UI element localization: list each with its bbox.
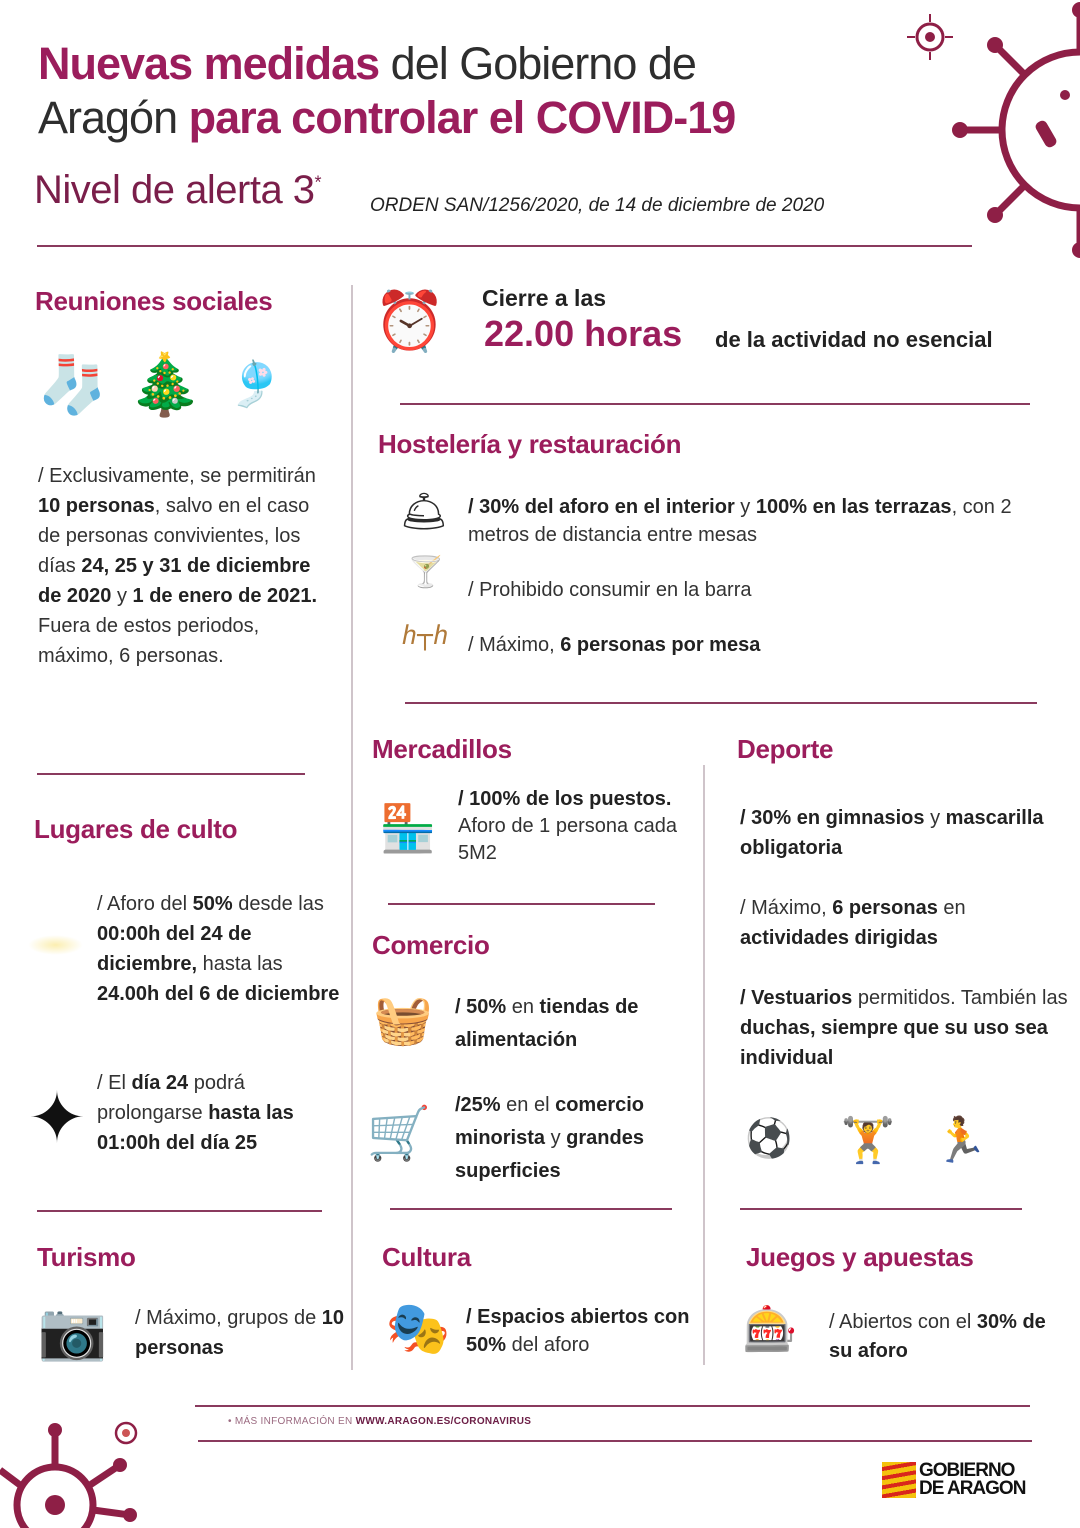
alert-level: [34, 168, 321, 213]
text-segment: , salvo en el caso de personas convivientes, los días: [38, 495, 310, 577]
text-bold-segment: mascarilla obligatoria: [740, 807, 1044, 859]
aragon-flag-icon: [882, 1462, 916, 1498]
footer-divider-top: [195, 1405, 1030, 1407]
text-segment: / Máximo,: [468, 634, 561, 656]
text-bold-segment: grandes superficies: [455, 1127, 644, 1182]
text-bold-segment: /25%: [455, 1094, 501, 1116]
closing-suffix: de la actividad no esencial: [715, 327, 993, 352]
text-segment: / Máximo,: [740, 897, 833, 919]
star-sparkle-icon: ✦: [27, 1078, 87, 1157]
section-title-mercadillos: Mercadillos: [372, 734, 512, 764]
divider: [400, 403, 1030, 405]
text-segment: / Máximo, grupos de: [135, 1307, 322, 1329]
text-bold-segment: actividades dirigidas: [740, 927, 938, 949]
footer-info: • MÁS INFORMACIÓN EN WWW.ARAGON.ES/CORONAVIRUS: [228, 1416, 532, 1427]
closing-time: 22.00 horas: [484, 313, 683, 354]
text-segment: y: [111, 585, 133, 607]
text-bold-segment: 6 personas por mesa: [560, 634, 761, 656]
gobierno-aragon-logo: [882, 1462, 1025, 1498]
runner-icon: 🏃: [933, 1116, 988, 1165]
cloche-icon: 🛎: [399, 491, 449, 533]
text-bold-segment: / Vestuarios: [740, 987, 853, 1009]
camera-icon: 📷: [37, 1298, 108, 1362]
text-segment: / Aforo del: [97, 893, 193, 915]
section-title-cultura: Cultura: [382, 1242, 471, 1272]
text-bold-segment: 1 de enero de 2021.: [132, 585, 318, 607]
text-bold-segment: / 30% del aforo en el interior: [468, 496, 735, 518]
cocktail-icon: 🍸: [407, 556, 445, 589]
text-segment: / Exclusivamente, se permitirán: [38, 465, 316, 487]
footer-divider-bottom: [198, 1440, 1032, 1442]
market-stall-icon: 🏪: [379, 801, 437, 854]
christmas-stocking-icon: 🧦: [37, 352, 108, 416]
text-bold-segment: 24, 25 y 31 de diciembre de 2020: [38, 555, 311, 607]
text-segment: hasta las: [197, 953, 283, 975]
text-bold-segment: 10 personas: [135, 1307, 344, 1359]
poker-chips-icon: 🎰: [742, 1305, 798, 1354]
section-title-turismo: Turismo: [37, 1242, 136, 1272]
glow-icon: [28, 935, 83, 955]
theater-masks-icon: 🎭: [385, 1299, 451, 1358]
text-segment: desde las: [232, 893, 324, 915]
text-bold-segment: comercio minorista: [455, 1094, 645, 1149]
text-segment: en el: [500, 1094, 556, 1116]
text-segment: y: [924, 807, 946, 829]
text-bold-segment: / 100% de los puestos.: [458, 788, 672, 810]
christmas-tree-icon: 🎄: [127, 350, 203, 418]
section-title-hosteleria: Hostelería y restauración: [378, 429, 682, 459]
text-segment: en: [937, 897, 966, 919]
section-title-comercio: Comercio: [372, 930, 490, 960]
text-segment: / Prohibido consumir en la barra: [468, 579, 752, 601]
juegos-text: [829, 1308, 1049, 1366]
text-segment: podrá prolongarse: [97, 1072, 245, 1124]
text-bold-segment: / 30% en gimnasios: [740, 807, 925, 829]
section-title-juegos: Juegos y apuestas: [746, 1242, 974, 1272]
alert-asterisk: *: [314, 172, 322, 193]
cultura-text: [466, 1303, 696, 1359]
grocery-basket-icon: 🧺: [373, 994, 433, 1047]
text-segment: / Abiertos con el: [829, 1311, 977, 1333]
text-bold-segment: Nuevas medidas: [38, 38, 380, 89]
small-virus-icon: [905, 12, 955, 62]
section-title-reuniones: Reuniones sociales: [35, 286, 273, 316]
text-bold-segment: día 24: [131, 1072, 189, 1094]
virus-decoration-icon: [940, 0, 1080, 260]
text-segment: / El: [97, 1072, 132, 1094]
closing-prefix: Cierre a las: [482, 285, 607, 311]
text-bold-segment: 30% de su aforo: [829, 1311, 1046, 1362]
comercio-item-1: [455, 991, 695, 1057]
hosteleria-item-2: [468, 575, 1028, 605]
comercio-item-2: [455, 1089, 695, 1188]
deporte-item-3: [740, 983, 1070, 1073]
text-segment: Aragón: [38, 92, 189, 143]
culto-item-1: [97, 889, 347, 1009]
divider: [740, 1208, 1022, 1210]
order-reference: ORDEN SAN/1256/2020, de 14 de diciembre de 2020: [370, 195, 825, 216]
divider: [390, 1208, 672, 1210]
header-divider: [37, 245, 972, 247]
text-bold-segment: / 50%: [455, 996, 507, 1018]
footer-info-prefix: MÁS INFORMACIÓN EN: [234, 1416, 356, 1427]
text-segment: Aforo de 1 persona cada 5M2: [458, 815, 678, 864]
text-bold-segment: / Espacios abiertos con 50%: [466, 1306, 690, 1356]
divider: [37, 773, 305, 775]
alarm-clock-icon: ⏰: [373, 288, 447, 354]
text-bold-segment: 6 personas: [832, 897, 938, 919]
alert-level-text: Nivel de alerta 3: [34, 168, 315, 212]
text-bold-segment: tiendas de alimentación: [455, 996, 639, 1051]
divider: [37, 1210, 322, 1212]
hosteleria-item-3: [468, 630, 1028, 660]
divider: [388, 903, 655, 905]
section-title-culto: Lugares de culto: [34, 814, 238, 844]
mercadillos-text: [458, 786, 678, 867]
text-segment: y: [734, 496, 756, 518]
text-bold-segment: hasta las 01:00h del día 25: [97, 1102, 294, 1154]
text-bold-segment: 00:00h del 24 de diciembre,: [97, 923, 252, 975]
text-bold-segment: para controlar el COVID-19: [188, 92, 736, 143]
column-divider-2: [703, 765, 705, 1365]
weightlifter-icon: 🏋: [840, 1115, 896, 1165]
deporte-item-1: [740, 803, 1060, 863]
culto-item-2: [97, 1068, 337, 1158]
reuniones-text: [38, 461, 328, 671]
deporte-item-2: [740, 893, 1060, 953]
text-bold-segment: 24.00h del 6 de diciembre: [97, 983, 340, 1005]
text-bold-segment: 50%: [192, 893, 233, 915]
section-title-deporte: Deporte: [737, 734, 834, 764]
text-segment: y: [545, 1127, 567, 1149]
column-divider-1: [351, 285, 353, 1370]
hosteleria-item-1: [468, 493, 1038, 549]
text-segment: del aforo: [506, 1334, 590, 1356]
text-bold-segment: 100% en las terrazas: [755, 496, 952, 518]
text-bold-segment: 10 personas: [38, 495, 155, 517]
text-segment: permitidos. También las: [852, 987, 1068, 1009]
shopping-cart-icon: 🛒: [366, 1104, 432, 1163]
text-segment: del Gobierno de: [379, 38, 696, 89]
text-segment: , con 2 metros de distancia entre mesas: [468, 496, 1012, 546]
table-chairs-icon: ℎ┬ℎ: [401, 621, 449, 651]
text-segment: Fuera de estos periodos, máximo, 6 personas.: [38, 615, 260, 667]
divider: [405, 702, 1037, 704]
logo-line-2: DE ARAGON: [919, 1478, 1026, 1499]
turismo-text: [135, 1303, 345, 1363]
text-bold-segment: duchas, siempre que su uso sea individual: [740, 1017, 1048, 1069]
text-segment: en: [506, 996, 540, 1018]
title-line-1: [38, 38, 696, 90]
ornament-icon: 🎐: [227, 360, 283, 409]
soccer-ball-icon: ⚽: [745, 1118, 793, 1160]
footer-info-link[interactable]: WWW.ARAGON.ES/CORONAVIRUS: [355, 1416, 532, 1427]
logo-line-1: GOBIERNO: [919, 1460, 1015, 1481]
small-virus-bottom-icon: [108, 1415, 144, 1451]
title-line-2: [38, 92, 735, 144]
